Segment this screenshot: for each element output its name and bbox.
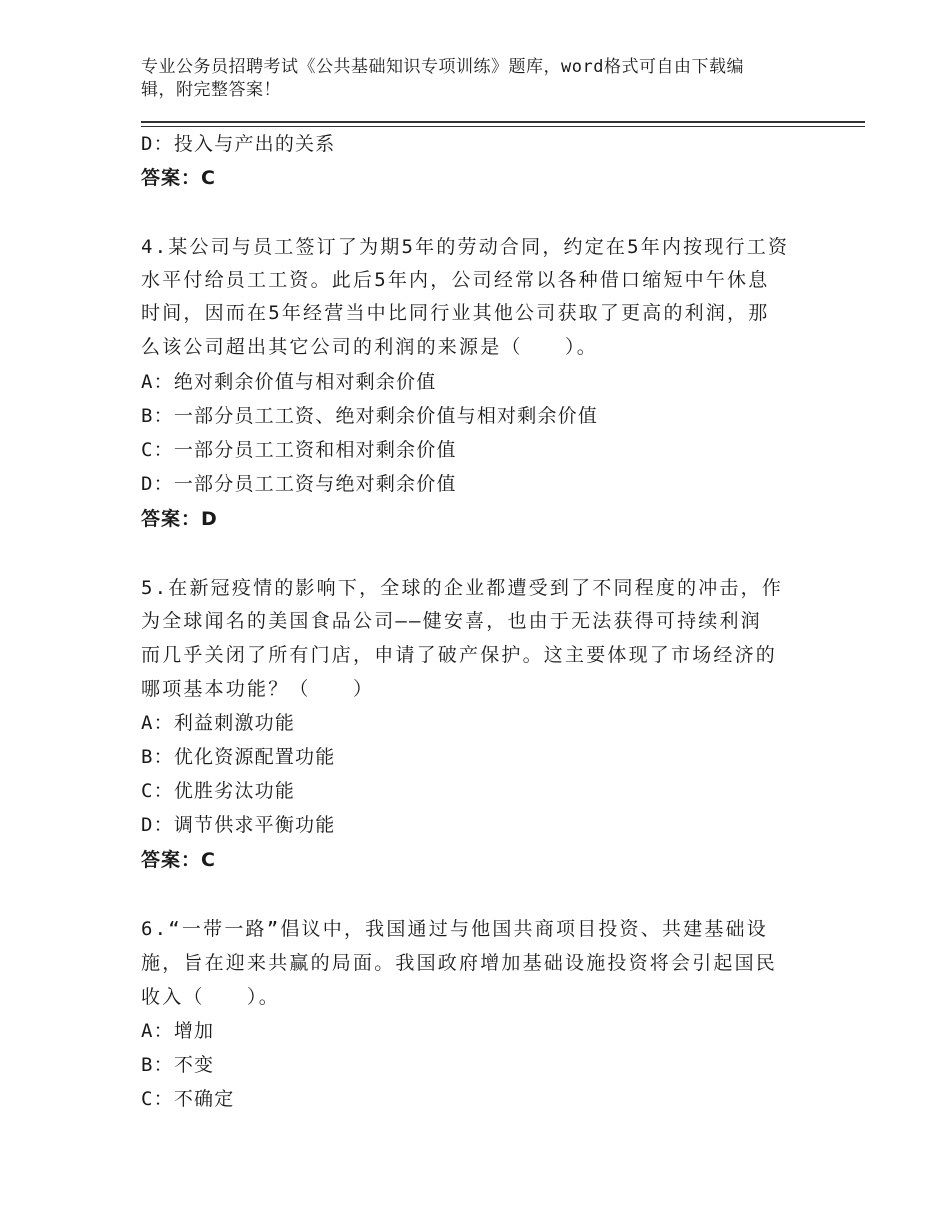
q4-option-d: D：一部分员工工资与绝对剩余价值 xyxy=(141,473,457,495)
header-rule-thick xyxy=(141,121,865,123)
q5-answer: 答案：C xyxy=(141,849,216,871)
q4-option-a: A：绝对剩余价值与相对剩余价值 xyxy=(141,371,437,393)
header-rule-thin xyxy=(141,126,865,127)
q4-option-b: B：一部分员工工资、绝对剩余价值与相对剩余价值 xyxy=(141,405,599,427)
q4-text-line-4: 么该公司超出其它公司的利润的来源是（ ）。 xyxy=(141,336,598,358)
q5-text-line-2: 为全球闻名的美国食品公司——健安喜，也由于无法获得可持续利润 xyxy=(141,610,762,632)
q4-text-line-2: 水平付给员工工资。此后5年内，公司经常以各种借口缩短中午休息 xyxy=(141,269,770,291)
page-header xyxy=(141,56,791,102)
q4-text-line-1: 4.某公司与员工签订了为期5年的劳动合同，约定在5年内按现行工资 xyxy=(141,236,790,258)
q4-text-line-3: 时间，因而在5年经营当中比同行业其他公司获取了更高的利润，那 xyxy=(141,302,770,324)
q4-answer: 答案：D xyxy=(141,508,218,530)
q5-option-b: B：优化资源配置功能 xyxy=(141,746,336,768)
q5-text-line-4: 哪项基本功能？（ ） xyxy=(141,678,375,700)
q3-option-d: D：投入与产出的关系 xyxy=(141,133,336,155)
q6-text-line-1: 6.“一带一路”倡议中，我国通过与他国共商项目投资、共建基础设 xyxy=(141,918,768,940)
q6-option-b: B：不变 xyxy=(141,1054,215,1076)
q4-option-c: C：一部分员工工资和相对剩余价值 xyxy=(141,439,457,461)
q5-text-line-3: 而几乎关闭了所有门店，申请了破产保护。这主要体现了市场经济的 xyxy=(141,644,778,666)
q3-answer: 答案：C xyxy=(141,167,216,189)
q5-option-a: A：利益刺激功能 xyxy=(141,712,296,734)
q5-option-d: D：调节供求平衡功能 xyxy=(141,814,336,836)
header-line-2: 辑，附完整答案！ xyxy=(141,80,281,100)
header-line-1: 专业公务员招聘考试《公共基础知识专项训练》题库，word格式可自由下载编 xyxy=(141,57,744,77)
q6-text-line-2: 施，旨在迎来共赢的局面。我国政府增加基础设施投资将会引起国民 xyxy=(141,952,778,974)
q6-option-a: A：增加 xyxy=(141,1020,215,1042)
q5-text-line-1: 5.在新冠疫情的影响下，全球的企业都遭受到了不同程度的冲击，作 xyxy=(141,577,784,599)
q6-text-line-3: 收入（ ）。 xyxy=(141,986,280,1008)
q5-option-c: C：优胜劣汰功能 xyxy=(141,780,296,802)
q6-option-c: C：不确定 xyxy=(141,1088,235,1110)
